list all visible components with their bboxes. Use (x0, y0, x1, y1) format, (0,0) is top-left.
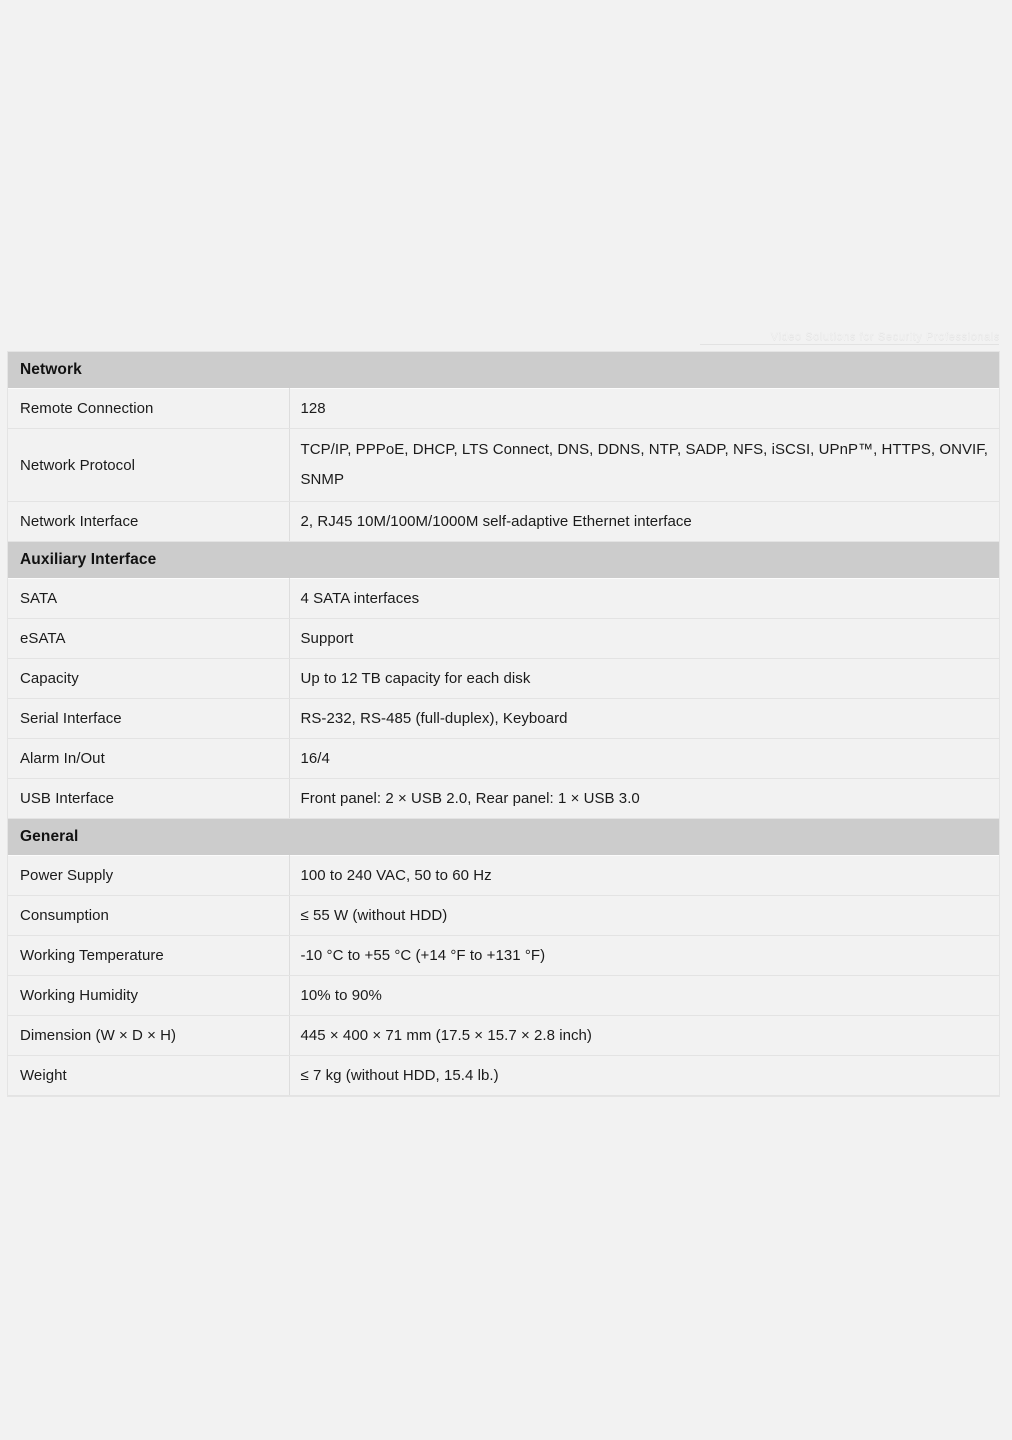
spec-label-cell: Working Temperature (8, 936, 289, 976)
table-row (8, 389, 999, 429)
table-row (8, 429, 999, 502)
spec-label-cell: Working Humidity (8, 976, 289, 1016)
spec-label-cell: Consumption (8, 896, 289, 936)
spec-value-cell: 445 × 400 × 71 mm (17.5 × 15.7 × 2.8 inch) (289, 1016, 999, 1056)
table-row (8, 659, 999, 699)
spec-value-cell: 10% to 90% (289, 976, 999, 1016)
table-row (8, 976, 999, 1016)
spec-label-cell: Network Interface (8, 502, 289, 542)
spec-value-cell: 128 (289, 389, 999, 429)
section-header-label: Network (8, 352, 999, 389)
spec-label-cell: Capacity (8, 659, 289, 699)
spec-label-cell: Remote Connection (8, 389, 289, 429)
spec-value-cell: -10 °C to +55 °C (+14 °F to +131 °F) (289, 936, 999, 976)
spec-value-cell: 16/4 (289, 739, 999, 779)
section-header-label: Auxiliary Interface (8, 542, 999, 579)
spec-label-cell: Dimension (W × D × H) (8, 1016, 289, 1056)
spec-value-cell: ≤ 7 kg (without HDD, 15.4 lb.) (289, 1056, 999, 1096)
spec-value-cell: Front panel: 2 × USB 2.0, Rear panel: 1 × USB 3.0 (289, 779, 999, 819)
spec-label-cell: Power Supply (8, 856, 289, 896)
table-row (8, 779, 999, 819)
spec-label-cell: eSATA (8, 619, 289, 659)
spec-label-cell: Network Protocol (8, 429, 289, 502)
table-row (8, 619, 999, 659)
page-header-rule (700, 344, 999, 345)
table-row (8, 1056, 999, 1096)
table-row (8, 936, 999, 976)
spec-label-cell: SATA (8, 579, 289, 619)
specifications-table (8, 352, 999, 1096)
spec-value-cell: Up to 12 TB capacity for each disk (289, 659, 999, 699)
specifications-table-body (8, 352, 999, 1096)
table-row (8, 699, 999, 739)
spec-label-cell: USB Interface (8, 779, 289, 819)
table-row (8, 502, 999, 542)
spec-value-cell: 4 SATA interfaces (289, 579, 999, 619)
spec-value-cell: 2, RJ45 10M/100M/1000M self-adaptive Ethernet interface (289, 502, 999, 542)
spec-value-cell: ≤ 55 W (without HDD) (289, 896, 999, 936)
spec-label-cell: Alarm In/Out (8, 739, 289, 779)
table-row (8, 856, 999, 896)
spec-value-cell: RS-232, RS-485 (full-duplex), Keyboard (289, 699, 999, 739)
table-row (8, 896, 999, 936)
spec-value-cell: Support (289, 619, 999, 659)
spec-label-cell: Serial Interface (8, 699, 289, 739)
table-row (8, 1016, 999, 1056)
spec-value-cell: TCP/IP, PPPoE, DHCP, LTS Connect, DNS, DDNS, NTP, SADP, NFS, iSCSI, UPnP™, HTTPS, ONVIF, SNMP (289, 429, 999, 502)
table-section-header-row (8, 352, 999, 389)
table-row (8, 739, 999, 779)
table-row (8, 579, 999, 619)
table-section-header-row (8, 542, 999, 579)
section-header-label: General (8, 819, 999, 856)
table-section-header-row (8, 819, 999, 856)
spec-value-cell: 100 to 240 VAC, 50 to 60 Hz (289, 856, 999, 896)
spec-label-cell: Weight (8, 1056, 289, 1096)
page-header-faded-text: Video Solutions for Security Professionals (770, 331, 1000, 343)
